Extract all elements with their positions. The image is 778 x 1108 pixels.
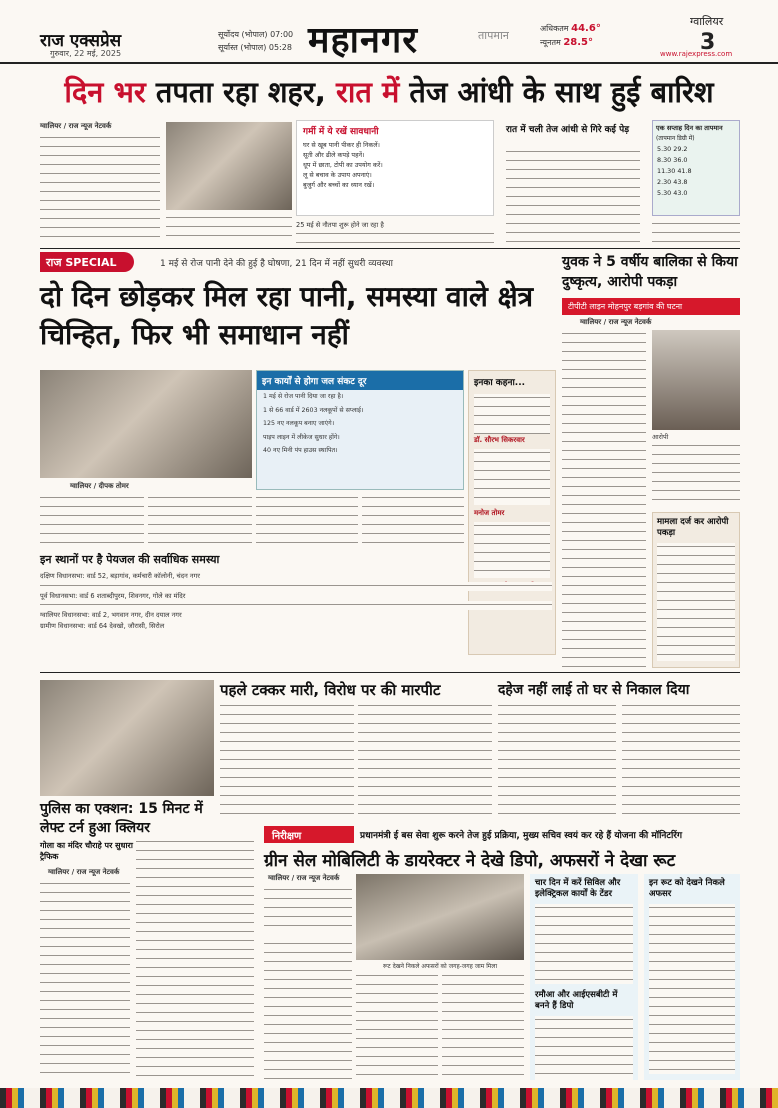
page-number: 3 — [700, 30, 716, 55]
heat-caption: 25 मई से नौतपा शुरू होने जा रहा है — [296, 221, 384, 229]
special-body-text — [148, 494, 252, 550]
sunset: सूर्यास्त (भोपाल) 05:28 — [218, 43, 292, 52]
solution-item: 40 नए मिनी पंप हाउस स्थापित। — [263, 447, 338, 454]
temp-row: 5.30 43.0 — [657, 189, 688, 197]
website-url[interactable]: www.rajexpress.com — [660, 50, 733, 58]
solution-item: पाइप लाइन में लीकेज सुधार होंगे। — [263, 433, 340, 441]
dowry-headline: दहेज नहीं लाई तो घर से निकाल दिया — [498, 682, 690, 698]
issue-date: गुरुवार, 22 मई, 2025 — [50, 49, 122, 58]
brand-name: राज एक्सप्रेस — [40, 31, 122, 51]
inspection-byline: ग्वालियर / राज न्यूज नेटवर्क — [268, 874, 340, 882]
fight-headline: पहले टक्कर मारी, विरोध पर की मारपीट — [220, 681, 441, 699]
lead-headline-part: तेज आंधी के साथ हुई बारिश — [409, 75, 714, 109]
problem-areas-list — [40, 571, 552, 659]
sun-times — [218, 28, 293, 54]
divider — [40, 672, 740, 673]
solutions-box-title: इन कार्यों से होगा जल संकट दूर — [257, 371, 463, 390]
bus-depot-photo — [356, 874, 524, 960]
temp-row: 11.30 41.8 — [657, 167, 692, 175]
inspection-body-text — [264, 886, 352, 934]
tender-box-title: चार दिन में करें सिविल और इलेक्ट्रिकल कार्यों के टेंडर — [535, 878, 621, 899]
case-box-title: मामला दर्ज कर आरोपी पकड़ा — [657, 517, 729, 538]
temp-row: 8.30 36.0 — [657, 156, 688, 164]
lead-byline: ग्वालियर / राज न्यूज नेटवर्क — [40, 122, 112, 130]
rape-headline: युवक ने 5 वर्षीय बालिका से किया दुष्कृत्य, आरोपी पकड़ा — [562, 254, 738, 290]
area-item: दक्षिण विधानसभा: वार्ड 52, बड़ागांव, कर्मचारी कॉलोनी, चंदन नगर — [40, 572, 200, 580]
quote-name: मनोज तोमर — [474, 509, 505, 517]
inspection-strap: प्रधानमंत्री ई बस सेवा शुरू करने तेज हुई प्रक्रिया, मुख्य सचिव स्वयं कर रहे हैं योजना की मॉनिटरिंग — [360, 831, 683, 841]
quote-text — [474, 522, 550, 578]
heat-box-item: बुजुर्ग और बच्चों का ध्यान रखें। — [303, 181, 375, 189]
heat-box-list — [297, 140, 493, 190]
photo-caption: ग्वालियर / दीपक तोमर — [70, 482, 129, 490]
special-body-text — [362, 494, 464, 550]
quote-name: डॉ. सौरभ सिकरवार — [474, 436, 525, 444]
temperature-label: तापमान — [478, 29, 509, 42]
heat-body-text — [296, 230, 494, 244]
storm-body-text — [506, 148, 640, 244]
depot-box-title: रमौआ और आईएसबीटी में बनने हैं डिपो — [535, 990, 618, 1011]
inspection-headline: ग्रीन सेल मोबिलिटी के डायरेक्टर ने देखे डिपो, अफसरों ने देखा रूट — [264, 851, 676, 871]
dowry-body-text — [498, 702, 616, 818]
temperature-readings — [540, 22, 601, 50]
row3-byline: ग्वालियर / राज न्यूज नेटवर्क — [48, 868, 120, 876]
lead-headline-part: रात में — [335, 75, 400, 109]
divider — [40, 248, 740, 249]
solutions-box — [256, 370, 464, 490]
rape-subhead: टीपीटी लाइन मोहनपुर बड़गांव की घटना — [562, 298, 740, 315]
heat-box-title: गर्मी में ये रखें सावधानी — [303, 127, 379, 137]
inspection-tag: निरीक्षण — [264, 826, 354, 843]
edition-city: ग्वालियर — [690, 15, 724, 28]
inspection-body-text — [264, 940, 352, 1080]
area-item: ग्वालियर विधानसभा: वार्ड 2, भगवान नगर, दीन दयाल नगर — [40, 611, 182, 620]
police-headline: पुलिस का एक्शन: 15 मिनट में लेफ्ट टर्न हुआ क्लियर — [40, 801, 203, 836]
temp-row: 5.30 29.2 — [657, 145, 688, 153]
rape-byline: ग्वालियर / राज न्यूज नेटवर्क — [580, 318, 652, 326]
storm-body-text — [652, 220, 740, 244]
inspection-body-text — [442, 972, 524, 1080]
special-headline: दो दिन छोड़कर मिल रहा पानी, समस्या वाले क्षेत्र चिन्हित, फिर भी समाधान नहीं — [40, 280, 534, 351]
route-box-title: इन रूट को देखने निकले अफसर — [649, 878, 725, 899]
min-temp: 28.5° — [563, 37, 594, 48]
dowry-body-text — [622, 702, 740, 818]
accused-caption: आरोपी — [652, 433, 669, 441]
route-box — [644, 874, 740, 1080]
quote-text — [474, 394, 550, 434]
rape-body-text — [652, 442, 740, 508]
temp-table-subtitle: (तापमान डिग्री में) — [656, 135, 695, 142]
lead-headline-part: तपता रहा शहर, — [155, 75, 326, 109]
fight-body-text — [358, 702, 492, 818]
tender-box — [530, 874, 638, 1080]
heat-box-item: घर से खूब पानी पीकर ही निकलें। — [303, 141, 380, 149]
special-subhead: 1 मई से रोज पानी देने की हुई है घोषणा, 21 दिन में नहीं सुधरी व्यवस्था — [160, 259, 393, 269]
lead-body-text — [40, 134, 160, 242]
area-continued — [40, 582, 552, 591]
lead-body-text — [166, 214, 292, 242]
police-body-text — [40, 880, 130, 1080]
lead-headline-part: दिन भर — [64, 75, 146, 109]
area-item: पूर्व विधानसभा: वार्ड 6 शताब्दीपुरम, शिवनगर, गोले का मंदिर — [40, 591, 186, 600]
case-box — [652, 512, 740, 668]
max-label: अधिकतम — [540, 24, 569, 33]
accused-photo — [652, 330, 740, 430]
color-registration-strip — [0, 1088, 778, 1108]
case-box-text — [657, 543, 735, 661]
raj-special-tag: राज SPECIAL — [40, 252, 134, 272]
special-body-text — [256, 494, 358, 550]
solution-item: 1 मई से रोज पानी दिया जा रहा है। — [263, 393, 344, 400]
special-body-text — [40, 494, 144, 550]
police-body-text — [136, 838, 254, 1080]
lead-headline — [0, 72, 778, 118]
temp-table-rows — [653, 142, 739, 201]
water-queue-photo — [40, 370, 252, 478]
solution-item: 1 से 66 वार्ड में 2603 नलकूपों से सप्लाई। — [263, 406, 364, 414]
heat-box-item: सूती और ढीले कपड़े पहनें। — [303, 151, 365, 159]
temp-row: 2.30 43.8 — [657, 178, 688, 186]
depot-photo-caption: रूट देखने निकले अफसरों को जगह-जगह जाम मिला — [382, 963, 497, 970]
rape-body-text — [562, 330, 646, 668]
solution-item: 125 नए नलकूप बनाए जाएंगे। — [263, 420, 335, 427]
street-photo — [166, 122, 292, 210]
depot-box-text — [535, 1016, 633, 1080]
heat-box-item: धूप में छाता, टोपी का उपयोग करें। — [303, 161, 383, 169]
sunrise: सूर्योदय (भोपाल) 07:00 — [218, 30, 294, 39]
fight-body-text — [220, 702, 354, 818]
max-temp: 44.6° — [571, 23, 601, 34]
quote-text — [474, 449, 550, 505]
heat-box-item: लू से बचाव के उपाय अपनाएं। — [303, 171, 372, 179]
traffic-photo — [40, 680, 214, 796]
temp-table-title: एक सप्ताह दिन का तापमान — [656, 124, 723, 132]
storm-title: रात में चली तेज आंधी से गिरे कई पेड़ — [506, 125, 630, 135]
min-label: न्यूनतम — [540, 38, 561, 47]
route-box-text — [649, 904, 735, 1074]
problem-areas-title: इन स्थानों पर है पेयजल की सर्वाधिक समस्या — [40, 553, 220, 566]
heat-advice-box — [296, 120, 494, 216]
temp-table — [652, 120, 740, 216]
section-title: महानगर — [308, 19, 418, 61]
area-continued — [40, 601, 552, 610]
inspection-body-text — [356, 972, 438, 1080]
tender-box-text — [535, 904, 633, 984]
quotes-title: इनका कहना... — [474, 378, 526, 388]
traffic-subhead: गोला का मंदिर चौराहे पर सुधारा ट्रैफिक — [40, 841, 133, 861]
area-item: ग्रामीण विधानसभा: वार्ड 64 देवखो, जौरासी, सिरोल — [40, 621, 165, 630]
